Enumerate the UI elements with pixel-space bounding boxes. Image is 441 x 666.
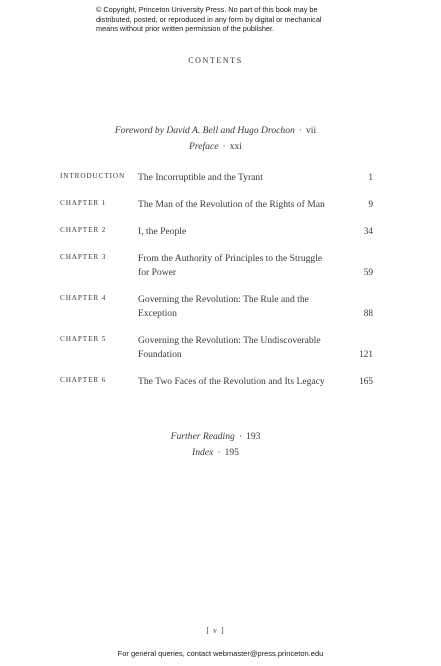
table-of-contents xyxy=(60,171,373,402)
chapter-title: I, the People xyxy=(138,226,187,237)
front-matter-entry xyxy=(0,125,431,136)
front-matter-entry xyxy=(0,141,431,152)
chapter-title: From the Authority of Principles to the Struggle for Power xyxy=(138,253,323,278)
separator: · xyxy=(217,447,221,458)
page-number: [ v ] xyxy=(206,626,225,635)
chapter-page: 88 xyxy=(363,309,373,319)
back-matter-entry xyxy=(0,431,431,442)
separator: · xyxy=(238,431,243,442)
contents-heading: CONTENTS xyxy=(188,56,243,65)
toc-row-chapter-1 xyxy=(60,198,373,212)
chapter-label: CHAPTER 6 xyxy=(60,376,107,384)
chapter-title: The Incorruptible and the Tyrant xyxy=(138,172,263,183)
chapter-page: 9 xyxy=(368,200,373,210)
back-matter-entry xyxy=(0,447,431,458)
chapter-page: 34 xyxy=(363,227,373,237)
back-matter-title: Index xyxy=(192,447,214,458)
toc-row-chapter-2 xyxy=(60,225,373,239)
toc-row-chapter-5 xyxy=(60,334,373,362)
front-matter-page: vii xyxy=(306,125,317,136)
separator: · xyxy=(298,125,302,136)
chapter-label: CHAPTER 1 xyxy=(60,199,107,207)
chapter-label: INTRODUCTION xyxy=(60,172,126,180)
front-matter-page: xxi xyxy=(229,141,242,152)
chapter-page: 165 xyxy=(359,377,373,387)
chapter-label: CHAPTER 2 xyxy=(60,226,107,234)
chapter-label: CHAPTER 5 xyxy=(60,335,107,343)
front-matter-title: Foreword by David A. Bell and Hugo Drochon xyxy=(114,125,295,136)
separator: · xyxy=(222,141,226,152)
footer-contact: For general queries, contact webmaster@press.princeton.edu xyxy=(117,649,324,658)
chapter-page: 59 xyxy=(363,268,373,278)
chapter-page: 1 xyxy=(368,173,373,183)
chapter-title: Governing the Revolution: The Rule and the Exception xyxy=(138,294,309,319)
toc-row-chapter-4 xyxy=(60,293,373,321)
toc-row-introduction xyxy=(60,171,373,185)
chapter-title: The Man of the Revolution of the Rights of Man xyxy=(138,199,325,210)
chapter-label: CHAPTER 4 xyxy=(60,294,107,302)
back-matter-page: 195 xyxy=(224,447,239,458)
back-matter-page: 193 xyxy=(246,431,261,442)
chapter-page: 121 xyxy=(359,350,373,360)
toc-row-chapter-6 xyxy=(60,375,373,389)
back-matter-title: Further Reading xyxy=(170,431,235,442)
copyright-notice: © Copyright, Princeton University Press. No part of this book may be distributed, posted, or reproduced in any form by digital or mechanical means without prior written permission of the publisher. xyxy=(96,5,322,34)
front-matter-title: Preface xyxy=(189,141,219,152)
chapter-title: Governing the Revolution: The Undiscoverable Foundation xyxy=(138,335,321,360)
chapter-label: CHAPTER 3 xyxy=(60,253,107,261)
chapter-title: The Two Faces of the Revolution and Its Legacy xyxy=(138,376,325,387)
toc-row-chapter-3 xyxy=(60,252,373,280)
